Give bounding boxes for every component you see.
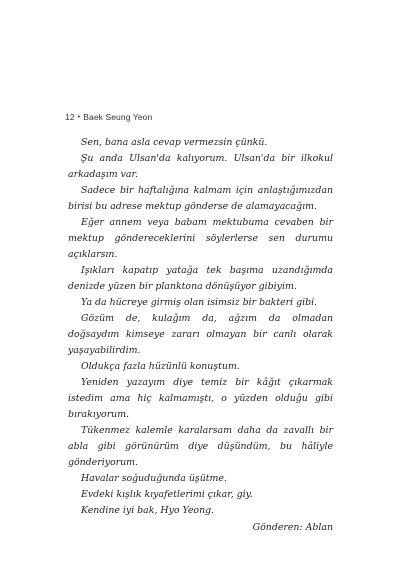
paragraph: Eğer annem veya babam mektubuma cevaben bir mektup göndereceklerini söylerlerse sen durumu açıklarsın. — [68, 217, 333, 260]
author-name: Baek Seung Yeon — [83, 112, 153, 122]
bullet-separator: • — [77, 114, 81, 121]
page-number: 12 — [65, 112, 75, 122]
paragraph: Tükenmez kalemle karalarsam daha da zavallı bir abla gibi görünürüm diye düşündüm, bu hâliyle gönderiyorum. — [68, 425, 333, 468]
running-head — [65, 112, 152, 122]
signature: Gönderen: Ablan — [252, 522, 333, 533]
paragraph: Sadece bir haftalığına kalmam için anlaştığımızdan birisi bu adrese mektup gönderse de alamayacağım. — [68, 185, 333, 212]
paragraph: Işıkları kapatıp yatağa tek başıma uzandığımda denizde yüzen bir planktona dönüşüyor gibiyim. — [68, 265, 333, 292]
paragraph: Sen, bana asla cevap vermezsin çünkü. — [81, 137, 268, 148]
paragraph: Oldukça fazla hüzünlü konuştum. — [81, 361, 240, 372]
paragraph: Yeniden yazayım diye temiz bir kâğıt çıkarmak istedim ama hiç kalmamıştı, o yüzden olduğu gibi bırakıyorum. — [68, 377, 333, 420]
letter-text — [68, 135, 333, 536]
paragraph: Havalar soğuduğunda üşütme. — [81, 473, 227, 484]
paragraph: Ya da hücreye girmiş olan isimsiz bir bakteri gibi. — [81, 297, 318, 308]
paragraph: Evdeki kışlık kıyafetlerimi çıkar, giy. — [81, 489, 253, 500]
paragraph: Gözüm de, kulağım da, ağzım da olmadan doğsaydım kimseye zararı olmayan bir canlı olarak yaşayabilirdim. — [68, 313, 333, 356]
paragraph: Şu anda Ulsan'da kalıyorum. Ulsan'da bir ilkokul arkadaşım var. — [68, 153, 333, 180]
paragraph: Kendine iyi bak, Hyo Yeong. — [81, 505, 215, 516]
